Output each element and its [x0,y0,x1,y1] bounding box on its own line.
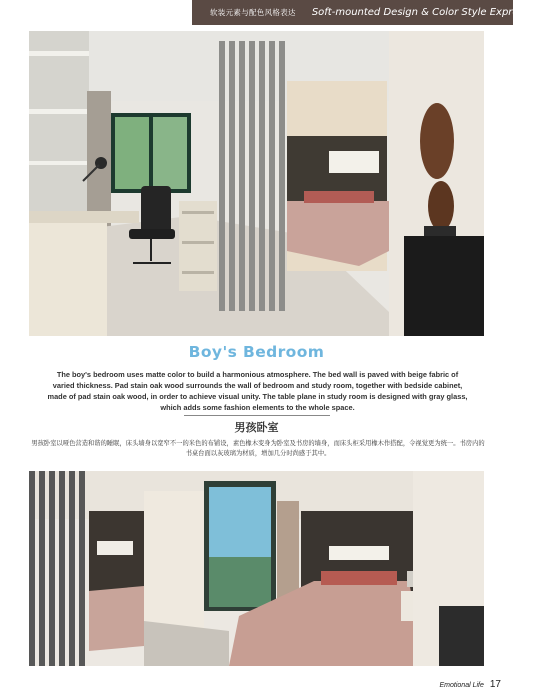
bedroom-photo [29,471,484,666]
footer-section-label: Emotional Life [439,682,484,689]
header-title-zh: 软装元素与配色风格表达 [210,8,296,17]
header-title-en: Soft-mounted Design & Color Style Expression [311,7,544,18]
article-body-zh: 男孩卧室以哑色营造和谐的睡眠，床头墙身以宽窄不一的米色的布铺设，素色橡木变身为卧室及书房的墙身，而床头柜采用橡木作搭配，令视觉更为统一。书房内的书桌台面以灰玻璃为材质，增加几分时尚感于其中。 [31,440,485,457]
header-bar [192,0,544,25]
article-title-en: Boy's Bedroom [188,343,325,361]
article-body-en: The boy's bedroom uses matte color to build a harmonious atmosphere. The bed wall is paved with beige fabric of varied thickness. Pad stain oak wood surrounds the wall of bedroom and study room, together with bedside cabinet, made of pad stain oak wood, in order to achieve visual unity. The table plane in study room is designed with gray glass, which adds some fashion elements to the whole space. [47,370,468,412]
article-title-zh: 男孩卧室 [234,421,279,434]
footer [440,679,501,690]
page-number: 17 [489,679,501,690]
study-bedroom-photo [29,31,484,336]
divider [184,415,330,416]
